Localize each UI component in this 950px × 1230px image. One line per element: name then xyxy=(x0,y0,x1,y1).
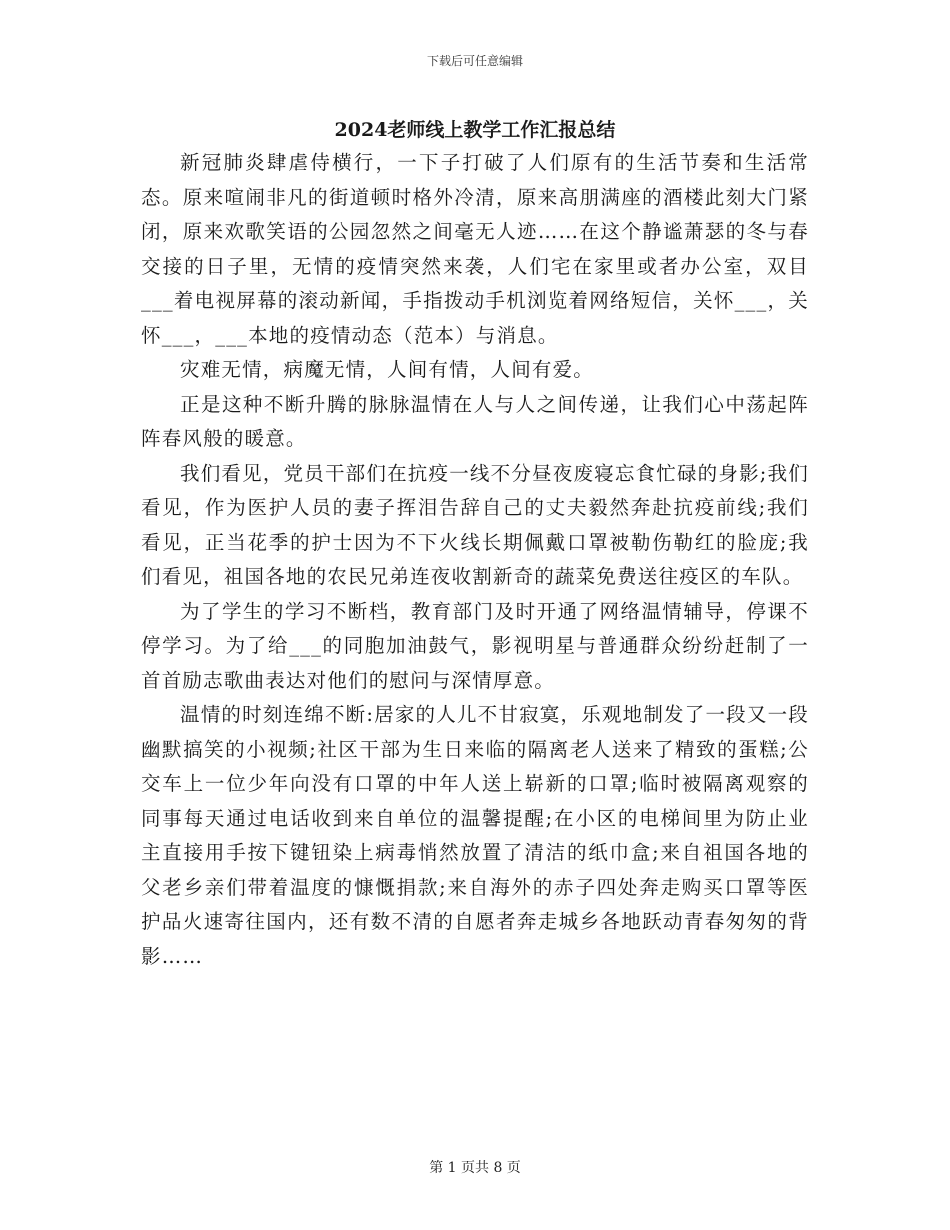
paragraph: 新冠肺炎肆虐侍横行，一下子打破了人们原有的生活节奏和生活常态。原来喧闹非凡的街道顿时格外冷清，原来高朋满座的酒楼此刻大门紧闭，原来欢歌笑语的公园忽然之间毫无人迹……在这个静谧萧瑟的冬与春交接的日子里，无情的疫情突然来袭，人们宅在家里或者办公室，双目___着电视屏幕的滚动新闻，手指拨动手机浏览着网络短信，关怀___，关怀___，___本地的疫情动态（范本）与消息。 xyxy=(141,151,809,347)
paragraph: 我们看见，党员干部们在抗疫一线不分昼夜废寝忘食忙碌的身影;我们看见，作为医护人员的妻子挥泪告辞自己的丈夫毅然奔赴抗疫前线;我们看见，正当花季的护士因为不下火线长期佩戴口罩被勒伤勒红的脸庞;我们看见，祖国各地的农民兄弟连夜收割新奇的蔬菜免费送往疫区的车队。 xyxy=(141,461,809,588)
paragraph: 温情的时刻连绵不断:居家的人儿不甘寂寞，乐观地制发了一段又一段幽默搞笑的小视频;社区干部为生日来临的隔离老人送来了精致的蛋糕;公交车上一位少年向没有口罩的中年人送上崭新的口罩;临时被隔离观察的同事每天通过电话收到来自单位的温馨提醒;在小区的电梯间里为防止业主直接用手按下键钮染上病毒悄然放置了清洁的纸巾盒;来自祖国各地的父老乡亲们带着温度的慷慨捐款;来自海外的赤子四处奔走购买口罩等医护品火速寄往国内，还有数不清的自愿者奔走城乡各地跃动青春匆匆的背影…… xyxy=(141,703,809,968)
paragraph: 灾难无情，病魔无情，人间有情，人间有爱。 xyxy=(180,358,595,381)
paragraph: 正是这种不断升腾的脉脉温情在人与人之间传递，让我们心中荡起阵阵春风般的暖意。 xyxy=(141,392,809,450)
document-body xyxy=(141,146,809,974)
paragraph: 为了学生的学习不断档，教育部门及时开通了网络温情辅导，停课不停学习。为了给___的同胞加油鼓气，影视明星与普通群众纷纷赶制了一首首励志歌曲表达对他们的慰问与深情厚意。 xyxy=(141,599,809,692)
page-number-footer: 第 1 页共 8 页 xyxy=(429,1160,521,1176)
document-title: 2024老师线上教学工作汇报总结 xyxy=(334,119,616,141)
page-header-note: 下载后可任意编辑 xyxy=(426,54,523,68)
